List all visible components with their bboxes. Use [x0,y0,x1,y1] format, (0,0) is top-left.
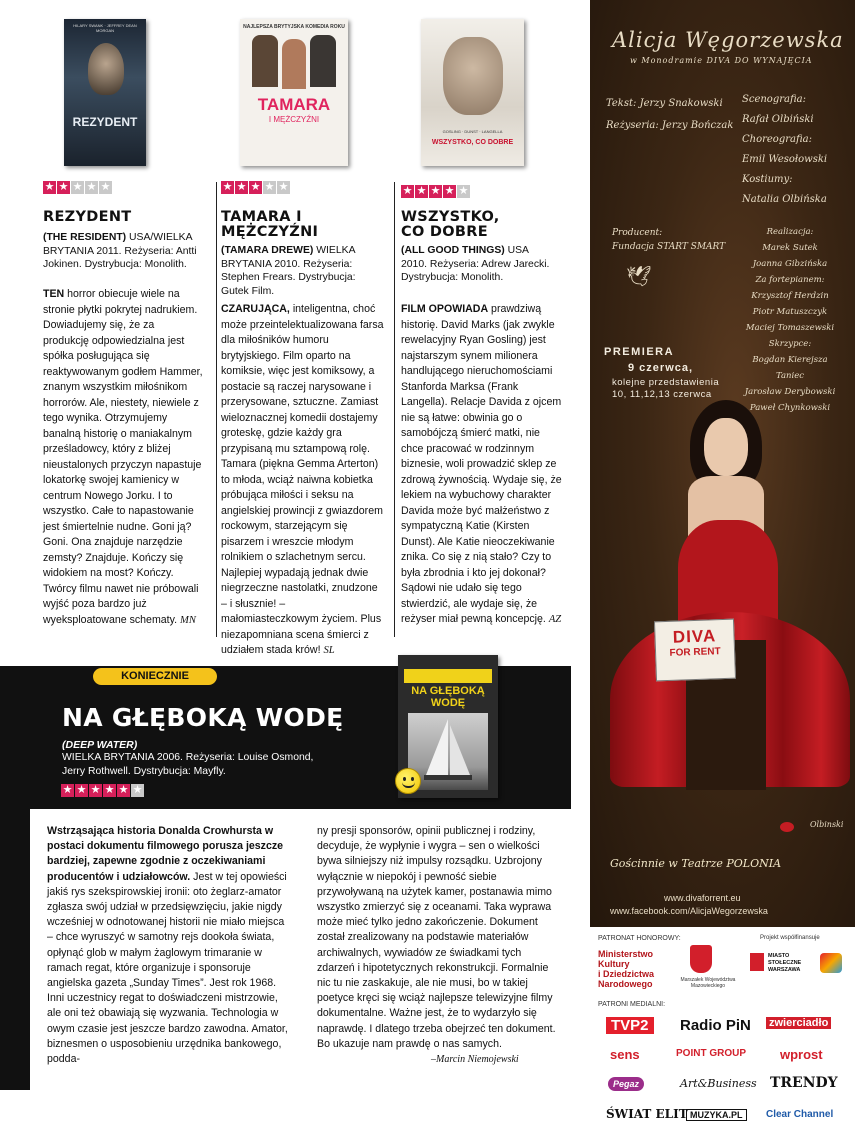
author-initials: AZ [548,614,562,625]
dvd-cover-tamara [240,19,348,166]
sign-for-rent: FOR RENT [669,646,721,659]
original-title: (THE RESIDENT) [43,232,127,243]
next-dates: 10, 11,12,13 czerwca [612,389,712,400]
warsaw-label: MIASTO STOŁECZNE WARSZAWA [768,953,802,973]
star-filled-icon: ★ [62,784,73,796]
poster-credits-right: Scenografia: Rafał Olbiński Choreografia: Emil Wesołowski Kostiumy: Natalia Olbińska [742,94,828,205]
cover-cast: GOSLING · DUNST · LANGELLA [442,129,503,134]
star-empty-icon: ★ [132,784,143,796]
poster-name: Alicja Węgorzewska [612,28,844,52]
muzyka-pl-logo: MUZYKA.PL [686,1109,747,1121]
star-empty-icon: ★ [264,181,275,193]
divider [394,182,395,637]
poster-producent: Producent: Fundacja START SMART [612,228,726,252]
star-filled-icon: ★ [222,181,233,193]
dvd-cover-wszystko-co-dobre [421,19,524,166]
rating-stars [221,181,291,194]
star-empty-icon: ★ [86,181,97,193]
review-body: TEN horror obiecuje wiele na stronie płytki pokrytej nadrukiem. Dowiadujemy się, że za produkcję odpowiedzialna jest spółka posługująca się reaktywowanym godłem Hammer, znanym wszystkim miłośnikom horrorów. Ale, niestety, niewiele z tego wynika. Otrzymujemy banalną historię o maniakalnym prześladowcy, który z bliżej nieustalonych przyczyn napastuje lokatorkę swojej kamienicy w centrum Nowego Jorku. I to wszystko. Całe to napastowanie jest śmiertelnie nudne. Goni ją? Goni. Ona znajduje narzędzie zemsty? Znajduje. Kończy się widokiem na most? Kończy. Twórcy filmu nawet nie próbowali wyjść poza bardzo już wyeksploatowane schematy. MN [43,288,203,626]
media-label: PATRONI MEDIALNI: [598,1001,666,1008]
venue: Gościnnie w Teatrze POLONIA [610,857,782,870]
author-initials: SL [323,645,335,656]
cofinance-label: Projekt współfinansuje [760,935,820,941]
star-filled-icon: ★ [430,185,441,197]
feature-original-title: (DEEP WATER) [62,739,138,751]
premiere-date: 9 czerwca, [628,362,694,374]
cover-actors: HILARY SWANK · JEFFREY DEAN MORGAN [73,23,137,33]
sign-diva: DIVA [672,626,717,647]
rating-stars [43,181,113,194]
cover-subtitle: I MĘŻCZYŹNI [268,115,320,124]
poster-credits-left: Tekst: Jerzy Snakowski Reżyseria: Jerzy Bończak [606,98,734,131]
dvd-cover-rezydent [64,19,146,166]
cover-tagline: NAJLEPSZA BRYTYJSKA KOMEDIA ROKU [243,24,345,30]
star-empty-icon: ★ [278,181,289,193]
cover-title: REZYDENT [72,115,138,129]
star-filled-icon: ★ [44,181,55,193]
painter-signature: Olbinski [810,820,844,829]
wprost-logo: wprost [780,1047,823,1062]
divider [216,182,217,637]
review-title: REZYDENT [43,209,132,225]
review-body: CZARUJĄCA, inteligentna, choć może przeintelektualizowana farsa dla miłośników humoru brytyjskiego. Film oparto na komiksie, więc jest komiksowy, a postacie są raczej narysowane i przerysowane, sztuczne. Zamiast wieloznacznej komedii dostajemy groteskę, gdzie każdy gra przypisaną mu sztampową rolę. Tamara (piękna Gemma Arterton) to młoda, wciąż naiwna kobietka próbująca miłości i seksu na angielskiej prowincji z gwiazdorem rockowym, starzejącym się pisarzem i wreszcie młodym rolnikiem o szlachetnym sercu. Najlepiej wypadają jednak dwie niegrzeczne nastolatki, znudzone – i słusznie! – małomiasteczkowym życiem. Plus niezapomniana scena śmierci z udziałem stada krów! SL [221,303,384,656]
swiat-elit-logo: ŚWIAT ELIT [606,1107,688,1121]
star-filled-icon: ★ [402,185,413,197]
premiere-label: PREMIERA [604,346,675,358]
review-title: TAMARA I MĘŻCZYŹNI [221,209,319,240]
review-meta: (TAMARA DREWE) WIELKA BRYTANIA 2010. Reżyseria: Stephen Frears. Dystrybucja: Gutek Film. [221,245,356,297]
poster-subtitle: w Monodramie DIVA DO WYNAJĘCIA [630,56,813,65]
sens-logo: sens [610,1047,640,1062]
radio-pin-logo: Radio PiN [680,1017,751,1034]
star-filled-icon: ★ [90,784,101,796]
star-filled-icon: ★ [76,784,87,796]
feature-meta: WIELKA BRYTANIA 2006. Reżyseria: Louise Osmond, Jerry Rothwell. Dystrybucja: Mayfly. [62,752,314,777]
honor-label: PATRONAT HONOROWY: [598,935,681,942]
star-filled-icon: ★ [444,185,455,197]
rating-stars [61,784,145,797]
star-empty-icon: ★ [72,181,83,193]
next-shows: kolejne przedstawienia [612,377,720,388]
star-filled-icon: ★ [58,181,69,193]
pegaz-logo: Pegaz [608,1077,644,1091]
eagle-crest-icon [690,945,712,973]
feature-column-2: ny presji sponsorów, opinii publicznej i rodziny, decyduje, że wypłynie i wygra – sen o wielkości bywa silniejszy niż impulsy rozsądku. Uzbrojony wyłącznie w niepokój i pewność siebie przywoływaną na użytek kamer, postanawia mimo wszystko zmierzyć się z oceanami. Taka wyprawa może mieć tylko jedno zakończenie. Dokument został zrealizowany na podstawie materiałów archiwalnych, wywiadów ze świadkami tych zdarzeń i hipotetycznych rekonstrukcji. Formalnie nic tu nie zaskakuje, ale nie musi, bo w takiej poetyce kręci się wciąż najlepsze telewizyjne filmy dokumentalne. Ważne jest, że to wydarzyło się naprawdę. I dlatego trzeba obejrzeć ten dokument. Bo ukazuje nam prawdę o nas samych. [317,825,556,1050]
author-initials: MN [180,614,196,626]
review-title: WSZYSTKO, CO DOBRE [401,209,500,240]
rose-icon [780,822,794,832]
website[interactable]: www.divaforrent.eu [664,893,741,903]
star-empty-icon: ★ [458,185,469,197]
clear-channel-logo: Clear Channel [766,1109,834,1120]
colorful-logo-icon [820,953,842,973]
poster-realizacja: Realizacja: Marek Sutek Joanna Gibzińska Za fortepianem: Krzysztof Herdzin Piotr Matuszczyk Maciej Tomaszewski Skrzypce: Bogdan Kierejsza Taniec Jarosław Derybowski Paweł Chynkowski [744,227,836,413]
review-meta: (THE RESIDENT) USA/WIELKA BRYTANIA 2011. Reżyseria: Antti Jokinen. Dystrybucja: Monolith. [43,232,197,270]
patrons-section [590,927,855,1140]
zwierciadlo-logo: zwierciadło [766,1017,831,1029]
star-empty-icon: ★ [100,181,111,193]
rating-stars [401,185,471,198]
trendy-logo: TRENDY [770,1075,838,1091]
feature-lead: Wstrząsająca historia Donalda Crowhursta w postaci dokumentu filmowego porusza jeszcze bardziej, zapewne zgodnie z oczekiwaniami producentów i udziałowców. [47,825,284,883]
point-group-logo: POINT GROUP [676,1048,747,1059]
poster-ad [590,0,855,927]
warsaw-crest-icon [750,953,764,971]
feature-title: NA GŁĘBOKĄ WODĘ [62,703,344,732]
smiley-icon [395,768,421,794]
original-title: (ALL GOOD THINGS) [401,245,505,256]
marshal-label: Marszałek Województwa Mazowieckiego [680,977,736,989]
star-filled-icon: ★ [250,181,261,193]
diva-illustration [590,0,855,927]
facebook-link[interactable]: www.facebook.com/AlicjaWegorzewska [610,906,768,916]
dove-icon: 🕊 [626,266,652,288]
art-business-logo: Art&Business [680,1077,757,1090]
review-body: FILM OPOWIADA prawdziwą historię. David Marks (jak zwykle rewelacyjny Ryan Gosling) jest najstarszym synem milionera handlującego nieruchomościami Stanforda Marksa (Frank Langella). Relacje Davida z ojcem nie są łatwe: obwinia go o samobójczą śmierć matki, nie chce pracować w rodzinnym biznesie, woli prowadzić sklep ze zdrową żywnością. Wydaje się, że lekiem na wybuchowy charakter Davida może być małżeństwo z sympatyczną Katie (Kirsten Dunst). Ale Katie nieoczekiwanie znika. Co się z nią stało? Czy to była zbrodnia i kto jej dokonał? Sądowi nie udało się tego stwierdzić, ale wydaje się, że reżyser miał pewną koncepcję. AZ [401,303,562,625]
ministry-logo: Ministerstwo Kultury i Dziedzictwa Narodowego [598,949,655,989]
feature-column-1: Wstrząsająca historia Donalda Crowhursta w postaci dokumentu filmowego porusza jeszcze bardziej, zapewne zgodnie z oczekiwaniami producentów i udziałowców. Jest w tej opowieści jakiś rys szekspirowskiej ironii: oto żeglarz-amator zgłasza swój udział w przedsięwzięciu, jakie nigdy wcześniej w odnotowanej historii nie miało miejsca – chce wyruszyć w samotny rejs dookoła świata, opłynąć glob w małym żaglowym trimaranie w ramach regat, które organizuje i sponsoruje angielska gazeta „Sunday Times”. Jest rok 1968. Inni uczestnicy regat to doświadczeni mistrzowie, ale oni też obawiają się wyzwania. Technologia w owym czasie jest jeszcze bardzo zawodna. Amator, biznesmen o usposobieniu urzędnika bankowego, podda- [47,825,288,1066]
cover-title: WSZYSTKO, CO DOBRE [431,139,514,146]
tvp2-logo: TVP2 [606,1017,654,1034]
feature-badge: KONIECZNIE [93,668,217,685]
review-meta: (ALL GOOD THINGS) USA 2010. Reżyseria: Adrew Jarecki. Dystrybucja: Monolith. [401,245,550,283]
original-title: (TAMARA DREWE) [221,245,314,256]
feature-author: –Marcin Niemojewski [431,1054,519,1065]
cover-title: NA GŁĘBOKĄ WODĘ [411,685,485,709]
star-filled-icon: ★ [236,181,247,193]
star-filled-icon: ★ [118,784,129,796]
cover-title: TAMARA [257,95,331,114]
star-filled-icon: ★ [416,185,427,197]
star-filled-icon: ★ [104,784,115,796]
